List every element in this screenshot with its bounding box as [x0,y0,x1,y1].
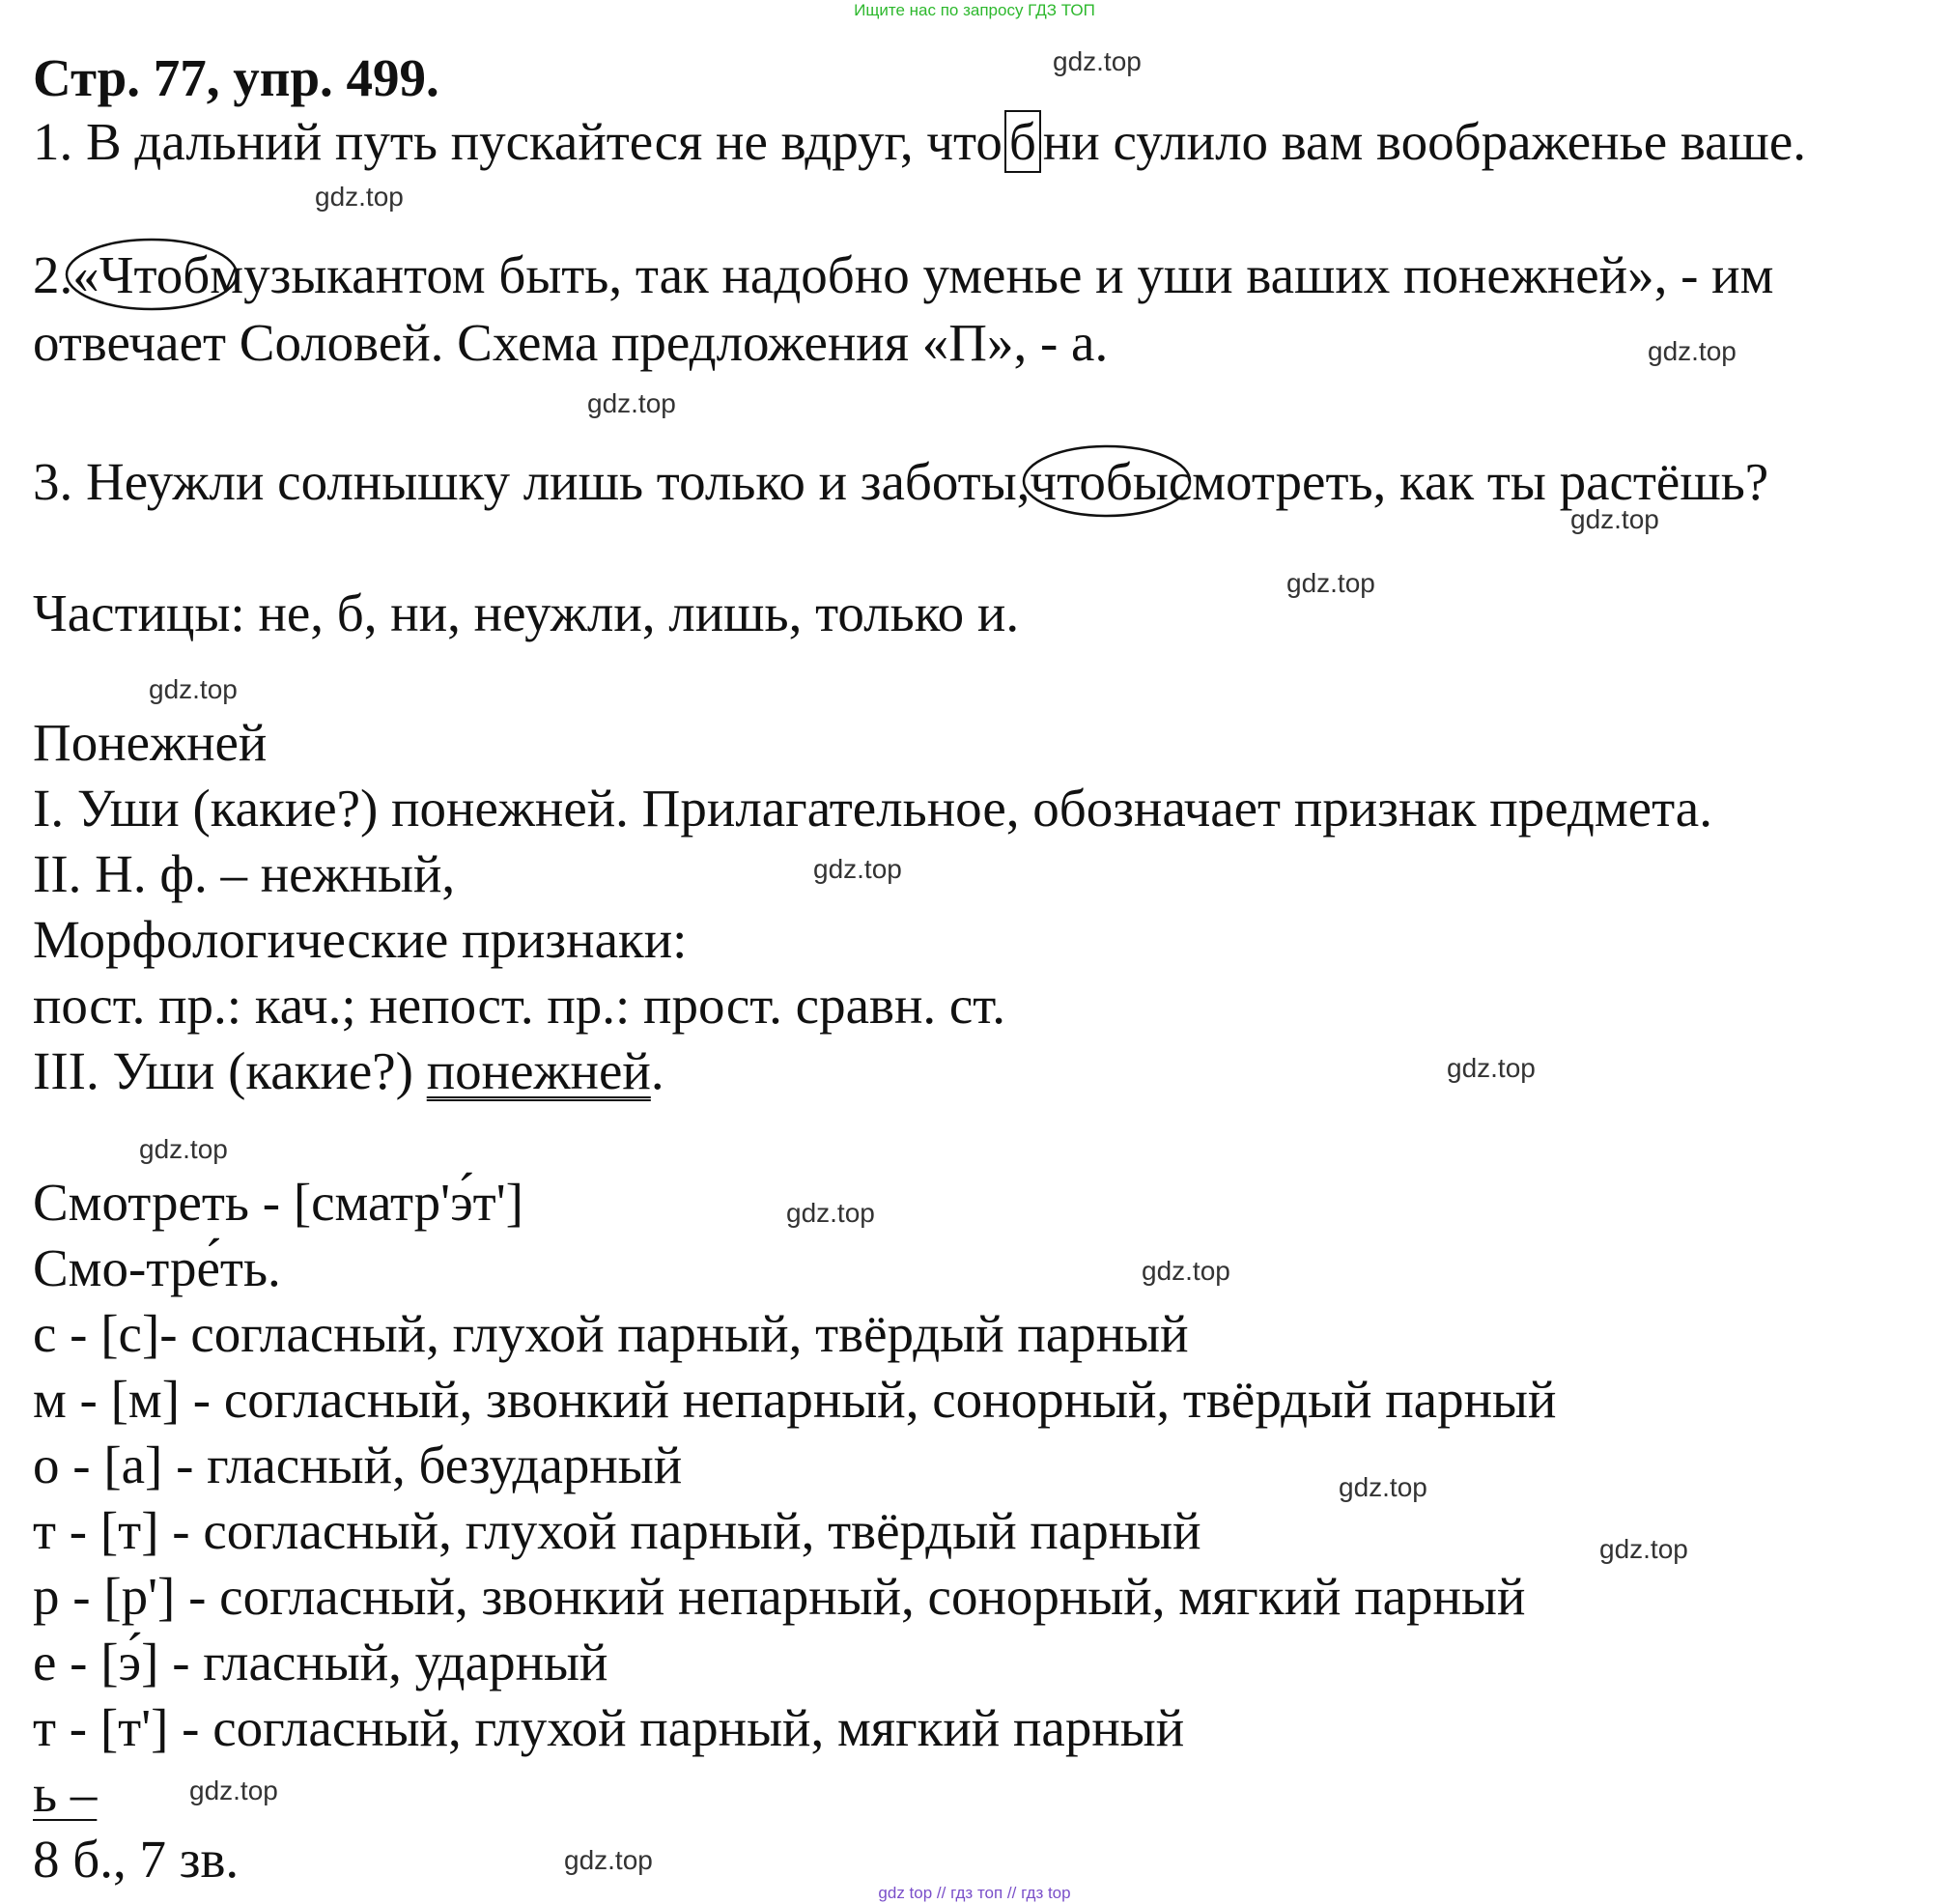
letter-row: е - [э́] - гласный, ударный [33,1633,608,1691]
phonetic-word: Смотреть - [сматр'э́т'] [33,1173,523,1232]
parse-step-iii [33,1039,664,1103]
sentence-2-line-1 [33,243,1773,307]
watermark: gdz.top [1570,504,1659,534]
circled-word-chtob-text: «Чтоб [72,245,211,304]
letter-row: т - [т'] - согласный, глухой парный, мягкий парный [33,1698,1185,1757]
watermark: gdz.top [1447,1053,1536,1083]
watermark: gdz.top [1339,1472,1427,1502]
parse-step-i: I. Уши (какие?) понежней. Прилагательное, обозначает признак предмета. [33,779,1712,838]
watermark: gdz.top [1648,336,1737,366]
oval-mark [65,238,239,311]
watermark: gdz.top [149,674,238,704]
watermark: gdz.top [189,1776,278,1805]
watermark: gdz.top [786,1198,875,1228]
watermark: gdz.top [139,1134,228,1164]
sentence-2-after: музыкантом быть, так надобно уменье и уши ваших понежней», - им [210,245,1774,304]
sentence-3-before: 3. Неужли солнышку лишь только и заботы, [33,452,1031,511]
watermark: gdz.top [587,388,676,418]
parse-step-ii: II. Н. ф. – нежный, [33,844,456,903]
bottom-banner[interactable]: gdz top // гдз топ // гдз top [878,1884,1071,1902]
watermark: gdz.top [1286,568,1375,598]
letter-row: м - [м] - согласный, звонкий непарный, сонорный, твёрдый парный [33,1370,1557,1429]
letter-row: т - [т] - согласный, глухой парный, твёрдый парный [33,1501,1201,1560]
sentence-1-after: ни сулило вам воображенье ваше. [1042,112,1807,171]
boxed-particle-b: б [1004,110,1041,173]
watermark: gdz.top [813,854,902,884]
parse-word: Понежней [33,713,268,772]
page-title: Стр. 77, упр. 499. [33,48,439,107]
morph-features: пост. пр.: кач.; непост. пр.: прост. сравн. ст. [33,976,1005,1035]
letter-row-soft-sign [33,1762,97,1826]
soft-sign: ь – [33,1764,98,1823]
morph-label: Морфологические признаки: [33,910,688,969]
letter-row: о - [а] - гласный, безударный [33,1435,683,1494]
sentence-2-line-2: отвечает Соловей. Схема предложения «П», - а. [33,313,1109,372]
sentence-1 [33,110,1806,174]
sentence-1-before: 1. В дальний путь пускайтеся не вдруг, что [33,112,1003,171]
phonetic-summary: 8 б., 7 зв. [33,1830,240,1889]
circled-word-chtoby [1030,450,1168,514]
circled-word-chtoby-text: чтобы [1030,452,1169,511]
parse-step-iii-after: . [650,1041,664,1100]
sentence-3 [33,450,1768,514]
watermark: gdz.top [1142,1256,1230,1286]
letter-row: с - [с]- согласный, глухой парный, твёрдый парный [33,1304,1189,1363]
oval-mark [1022,444,1192,518]
underlined-word: понежней [426,1041,651,1100]
parse-step-iii-before: III. Уши (какие?) [33,1041,427,1100]
watermark: gdz.top [564,1845,653,1875]
circled-word-chtob [72,243,210,307]
letter-row: р - [р'] - согласный, звонкий непарный, сонорный, мягкий парный [33,1567,1526,1626]
sentence-2-number: 2. [33,245,73,304]
phonetic-syllables: Смо-тре́ть. [33,1238,281,1297]
watermark: gdz.top [315,182,404,212]
sentence-3-after: смотреть, как ты растёшь? [1168,452,1769,511]
watermark: gdz.top [1599,1534,1688,1564]
top-banner[interactable]: Ищите нас по запросу ГДЗ ТОП [854,1,1095,19]
particles-line: Частицы: не, б, ни, неужли, лишь, только и. [33,583,1020,642]
watermark: gdz.top [1053,46,1142,76]
